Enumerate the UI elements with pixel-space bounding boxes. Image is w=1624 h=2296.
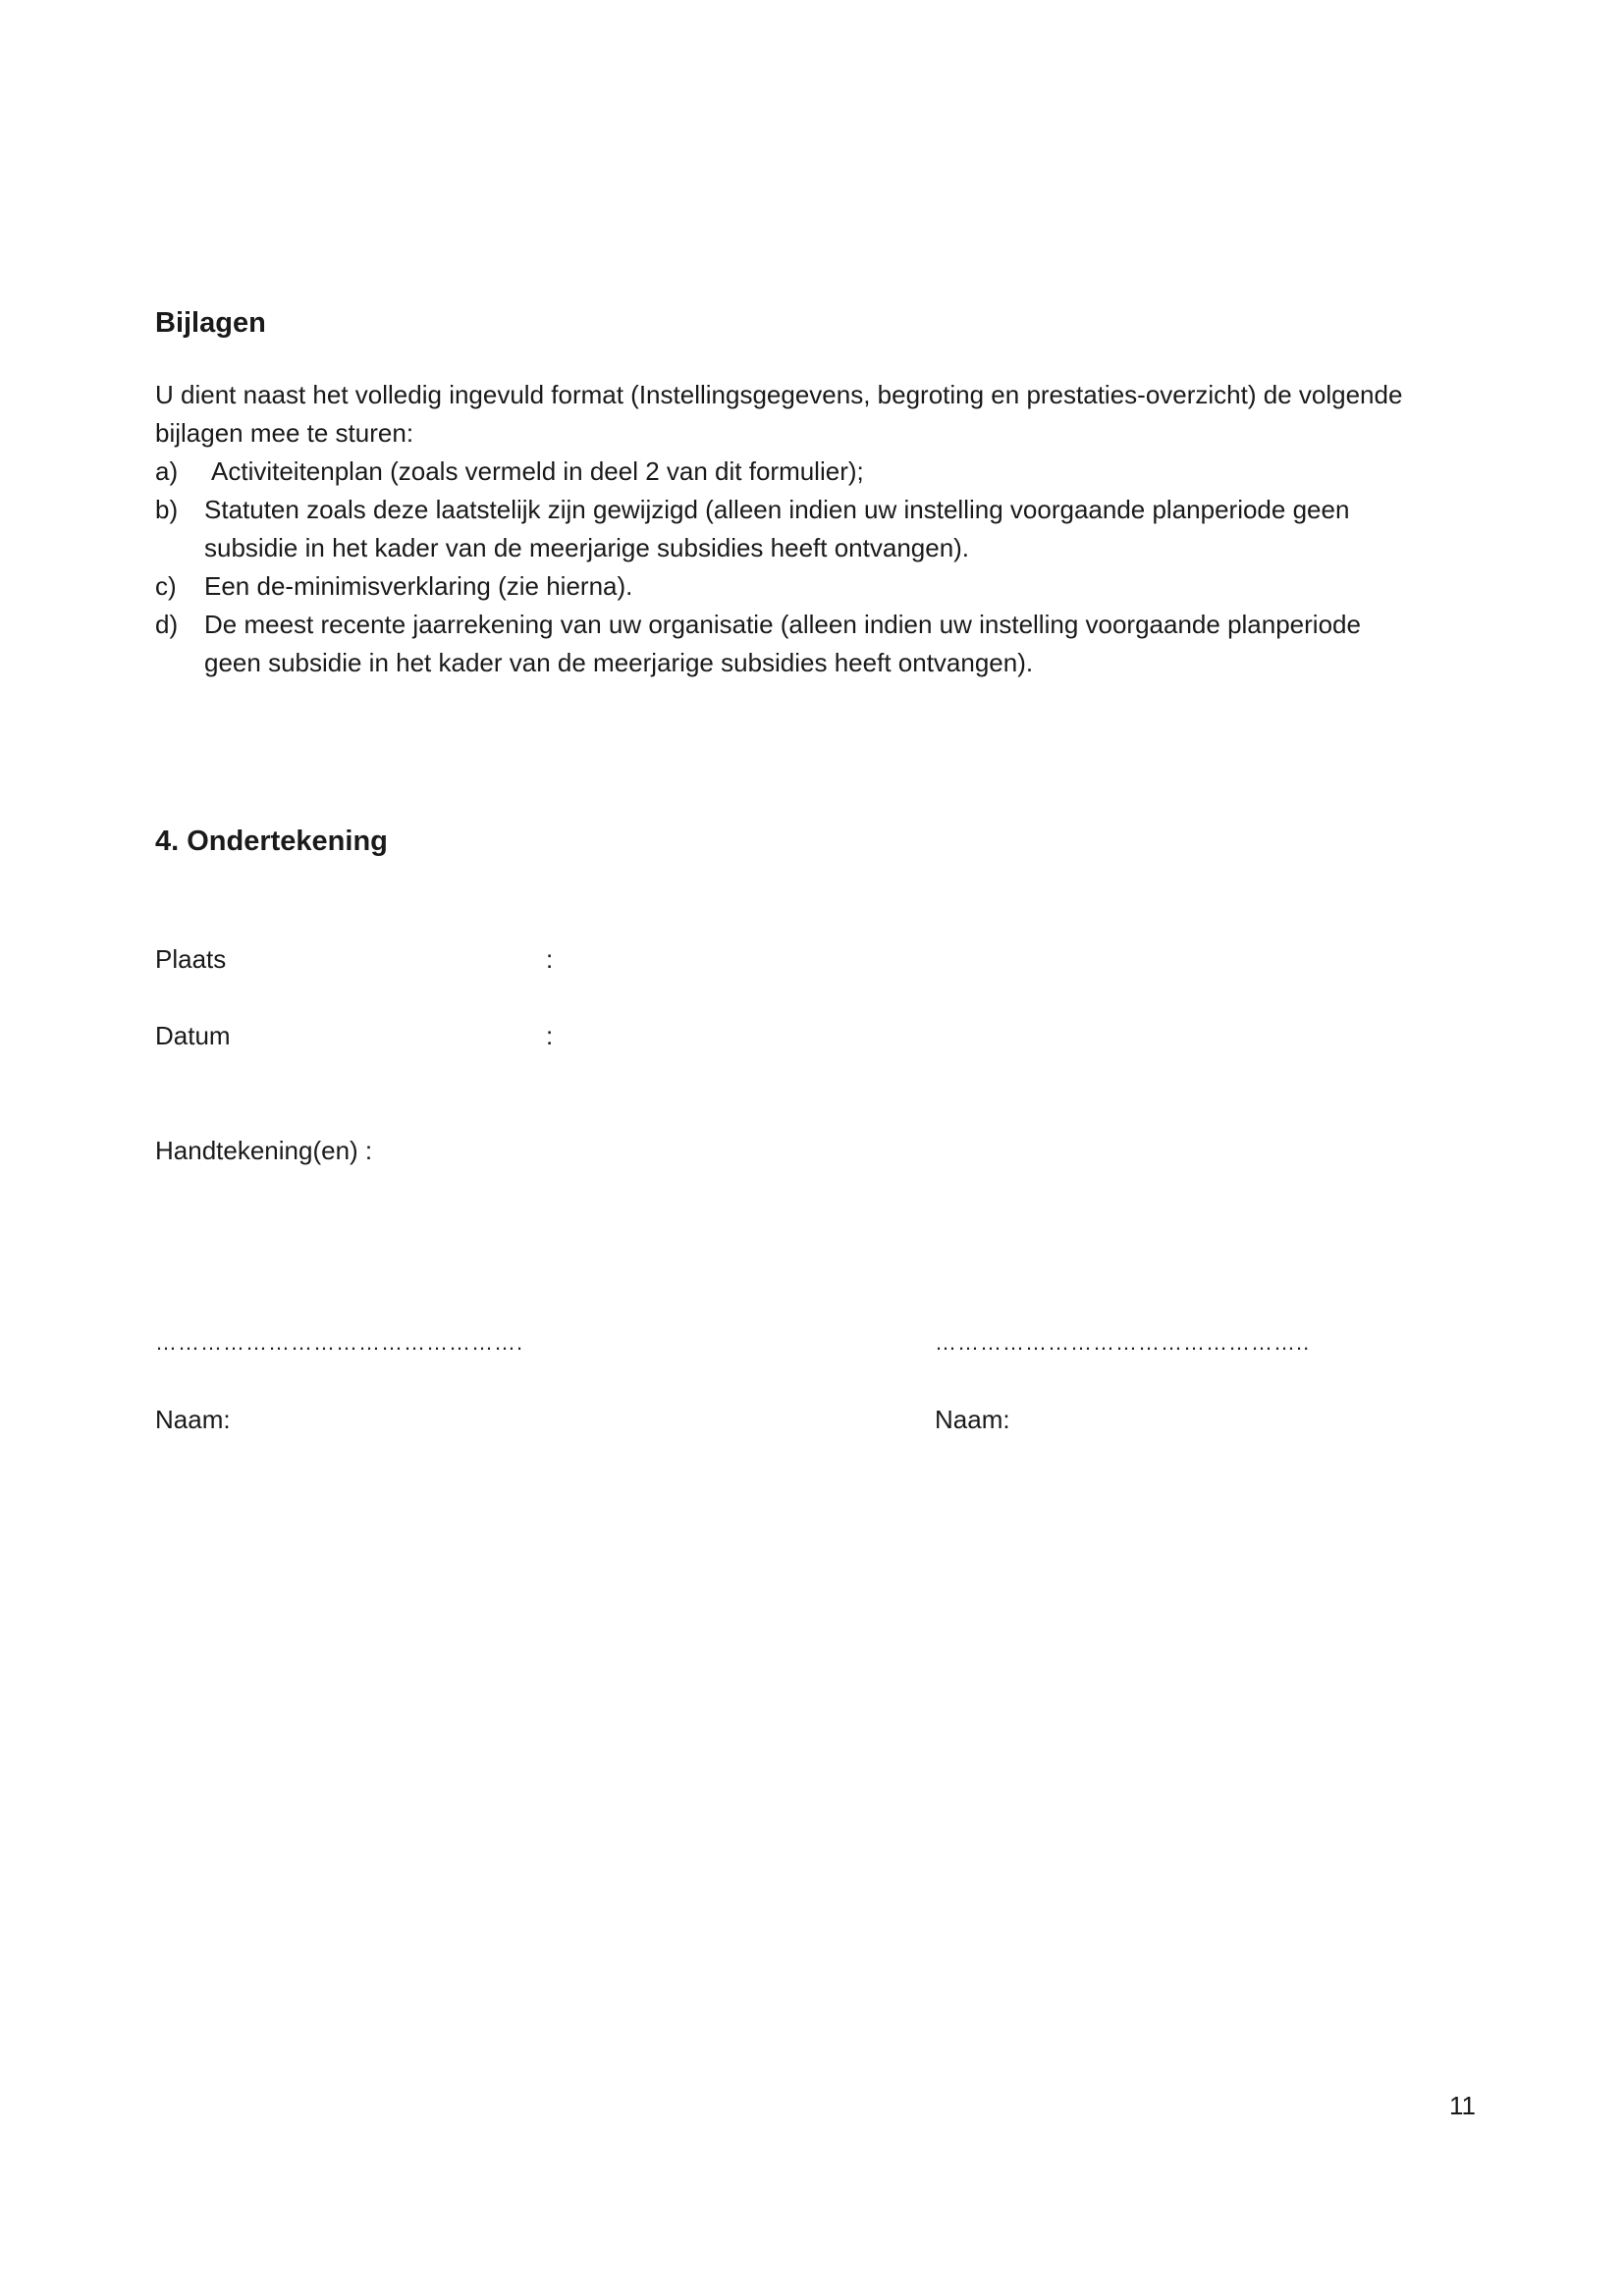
- naam-label-left: Naam:: [155, 1405, 231, 1434]
- list-item-text-line1: De meest recente jaarrekening van uw organisatie (alleen indien uw instelling voorgaande planperiode: [204, 610, 1361, 639]
- list-item: [155, 491, 1471, 567]
- signature-line-left: ………………………………………….: [155, 1330, 524, 1355]
- signature-line-right: …………………………………………..: [935, 1330, 1311, 1355]
- list-marker: b): [155, 495, 179, 524]
- datum-label: Datum: [155, 1021, 231, 1050]
- bijlagen-intro: U dient naast het volledig ingevuld format (Instellingsgegevens, begroting en prestaties-overzicht) de volgende bijlagen mee te sturen:: [155, 380, 1403, 448]
- list-item-text: Activiteitenplan (zoals vermeld in deel 2 van dit formulier);: [211, 456, 864, 486]
- ondertekening-heading: 4. Ondertekening: [155, 826, 388, 857]
- plaats-label: Plaats: [155, 944, 227, 974]
- list-item-text-line1: Statuten zoals deze laatstelijk zijn gewijzigd (alleen indien uw instelling voorgaande planperiode geen: [204, 495, 1350, 524]
- list-item-text-line2: geen subsidie in het kader van de meerjarige subsidies heeft ontvangen).: [204, 648, 1034, 677]
- list-marker: a): [155, 456, 179, 486]
- list-marker: c): [155, 571, 177, 601]
- handtekening-label: Handtekening(en) :: [155, 1136, 373, 1165]
- list-item: [155, 606, 1471, 682]
- bijlagen-heading: Bijlagen: [155, 307, 266, 339]
- list-item-text-line2: subsidie in het kader van de meerjarige subsidies heeft ontvangen).: [204, 533, 970, 562]
- list-marker: d): [155, 610, 179, 639]
- naam-label-right: Naam:: [935, 1405, 1010, 1434]
- list-item-text: Een de-minimisverklaring (zie hierna).: [204, 571, 633, 601]
- page-number: 11: [1449, 2091, 1476, 2120]
- datum-colon: :: [546, 1021, 554, 1050]
- plaats-colon: :: [546, 944, 554, 974]
